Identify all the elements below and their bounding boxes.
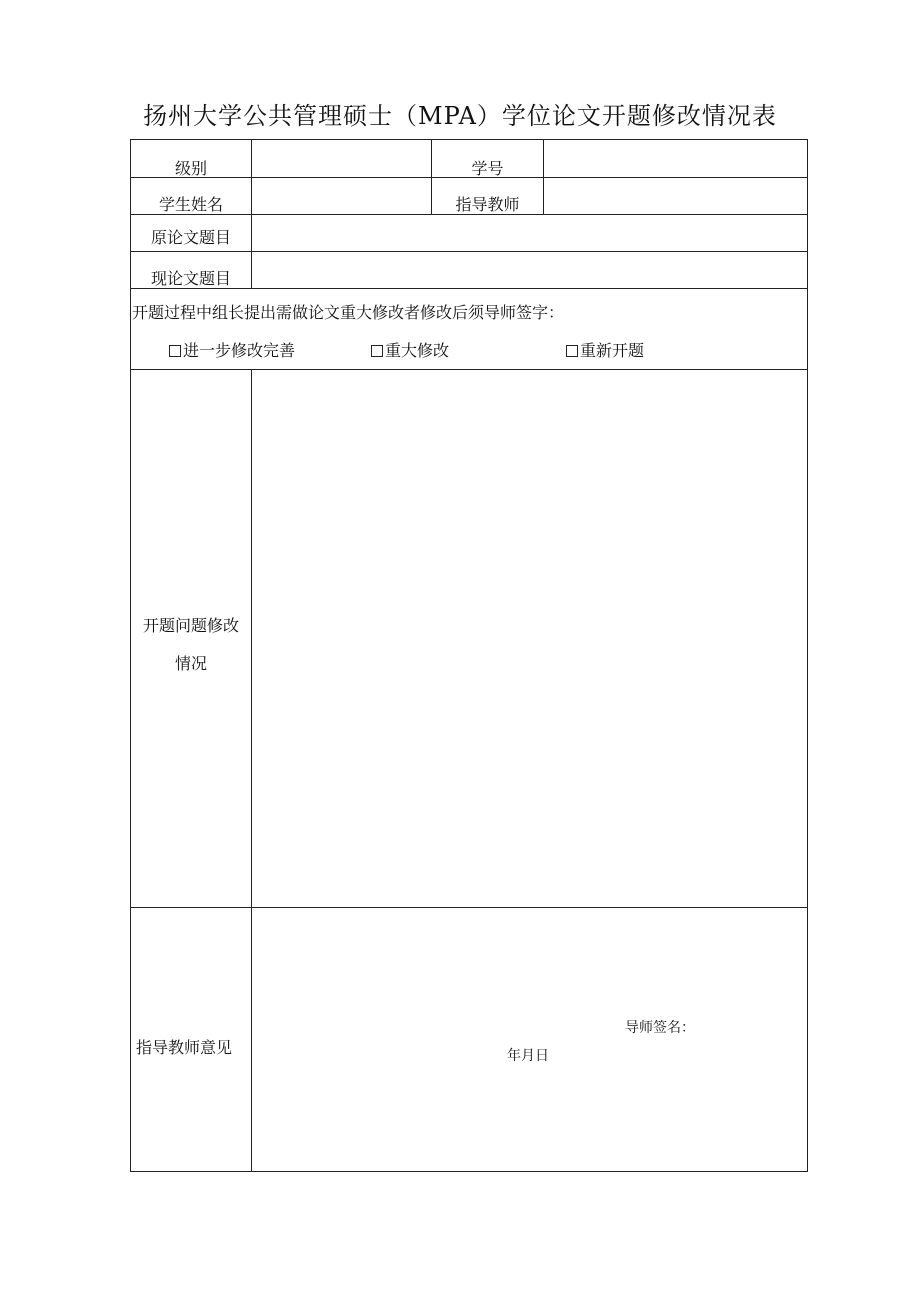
checkbox-icon[interactable] [566, 345, 578, 357]
option-label: 重新开题 [580, 341, 645, 360]
option-label: 重大修改 [385, 341, 450, 360]
option-label: 进一步修改完善 [183, 341, 296, 360]
student-id-label: 学号 [471, 159, 504, 178]
date-label: 年月日 [507, 1048, 549, 1064]
current-title-field[interactable] [252, 252, 806, 287]
advisor-label: 指导教师 [455, 195, 520, 214]
form-table [130, 139, 808, 1172]
option-new-proposal[interactable] [566, 338, 644, 361]
original-title-field[interactable] [252, 215, 806, 250]
advisor-opinion-field[interactable] [252, 908, 806, 1171]
student-id-field[interactable] [544, 141, 806, 176]
original-title-label: 原论文题目 [150, 228, 231, 247]
current-title-label: 现论文题目 [150, 269, 231, 288]
checkbox-icon[interactable] [169, 345, 181, 357]
instruction-text: 开题过程中组长提出需做论文重大修改者修改后须导师签字： [132, 303, 565, 322]
revision-label-line2: 情况 [174, 654, 207, 673]
revision-content-field[interactable] [252, 370, 806, 906]
advisor-field[interactable] [544, 178, 806, 213]
advisor-signature-label: 导师签名： [625, 1020, 695, 1036]
level-field[interactable] [252, 141, 430, 176]
student-name-label: 学生姓名 [158, 195, 223, 214]
student-name-field[interactable] [252, 178, 430, 213]
level-label: 级别 [174, 159, 207, 178]
option-major-revision[interactable] [371, 338, 449, 361]
option-further-revision[interactable] [169, 338, 295, 361]
revision-label-line1: 开题问题修改 [142, 616, 239, 635]
page-title: 扬州大学公共管理硕士（MPA）学位论文开题修改情况表 [143, 102, 777, 130]
checkbox-icon[interactable] [371, 345, 383, 357]
advisor-opinion-label: 指导教师意见 [136, 1038, 233, 1057]
